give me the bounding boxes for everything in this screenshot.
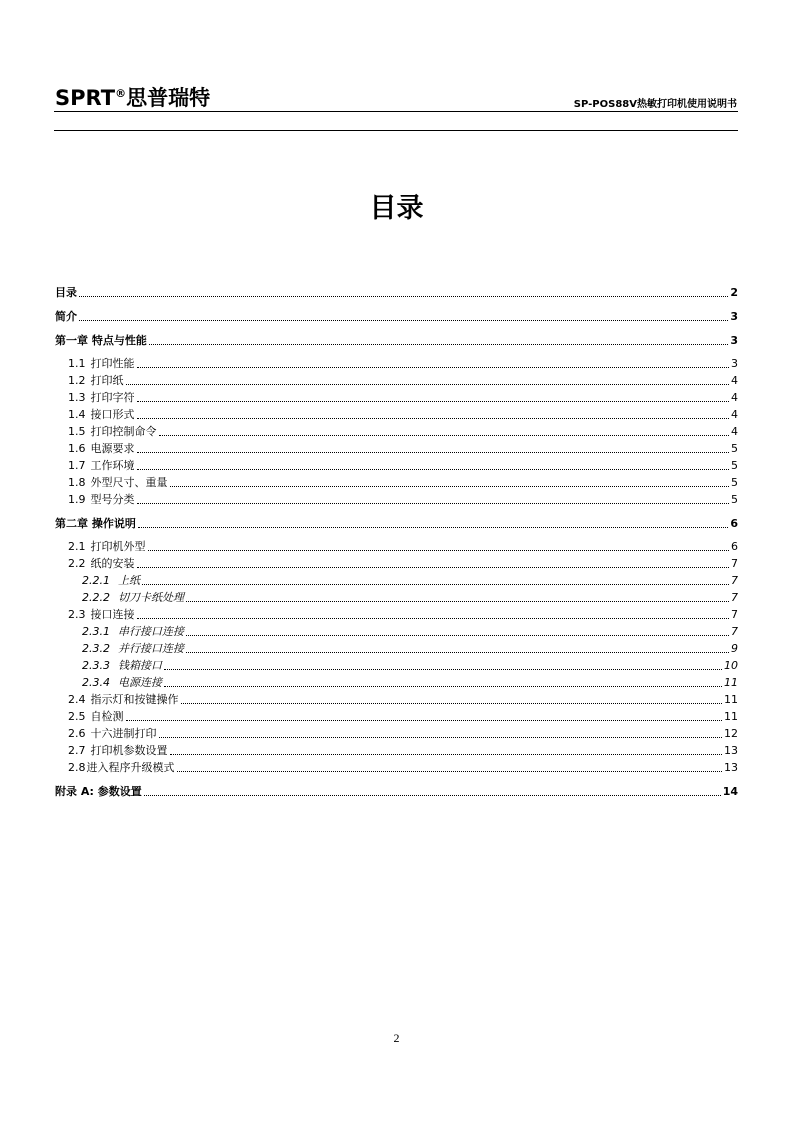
toc-entry-2-3-3[interactable] <box>55 657 738 674</box>
dot-leader <box>126 719 723 721</box>
dot-leader <box>137 417 730 419</box>
toc-page: 3 <box>731 357 738 370</box>
toc-page: 2 <box>730 286 738 299</box>
toc-entry-2-2-1[interactable] <box>55 572 738 589</box>
toc-label: 附录 A: 参数设置 <box>55 785 142 798</box>
toc-entry-2-2-2[interactable] <box>55 589 738 606</box>
toc-page: 13 <box>724 761 738 774</box>
toc-label: 1.8 外型尺寸、重量 <box>68 476 168 489</box>
toc-entry-2-5[interactable] <box>55 708 738 725</box>
toc-entry-2-6[interactable] <box>55 725 738 742</box>
toc-page: 4 <box>731 374 738 387</box>
toc-page: 6 <box>730 517 738 530</box>
toc-entry-2-8[interactable] <box>55 759 738 776</box>
toc-entry-2-3[interactable] <box>55 606 738 623</box>
dot-leader <box>126 383 730 385</box>
dot-leader <box>164 668 722 670</box>
toc-page: 4 <box>731 408 738 421</box>
toc-label: 1.1 打印性能 <box>68 357 135 370</box>
toc-label: 2.7 打印机参数设置 <box>68 744 168 757</box>
toc-page: 7 <box>731 591 738 604</box>
toc-label: 2.3.2 并行接口连接 <box>82 642 184 655</box>
toc-label: 2.8进入程序升级模式 <box>68 761 175 774</box>
dot-leader <box>186 651 729 653</box>
toc-page: 9 <box>731 642 738 655</box>
toc-page: 3 <box>730 334 738 347</box>
page-number: 2 <box>393 1031 400 1045</box>
dot-leader <box>137 502 730 504</box>
dot-leader <box>138 526 729 528</box>
dot-leader <box>181 702 723 704</box>
toc-page: 5 <box>731 476 738 489</box>
toc-label: 简介 <box>55 310 77 323</box>
toc-entry-introduction[interactable] <box>55 308 738 325</box>
toc-label: 1.5 打印控制命令 <box>68 425 157 438</box>
toc-label: 1.2 打印纸 <box>68 374 124 387</box>
toc-label: 2.3.3 钱箱接口 <box>82 659 162 672</box>
toc-entry-1-3[interactable] <box>55 389 738 406</box>
toc-label: 1.3 打印字符 <box>68 391 135 404</box>
document-title: SP-POS88Ⅴ热敏打印机使用说明书 <box>573 99 737 110</box>
page-title: 目录 <box>369 193 424 224</box>
dot-leader <box>137 617 730 619</box>
toc-entry-chapter-2[interactable] <box>55 515 738 532</box>
toc-page: 7 <box>731 608 738 621</box>
toc-entry-1-1[interactable] <box>55 355 738 372</box>
toc-page: 5 <box>731 459 738 472</box>
dot-leader <box>177 770 723 772</box>
toc-label: 2.3 接口连接 <box>68 608 135 621</box>
toc-label: 2.2 纸的安装 <box>68 557 135 570</box>
toc-page: 11 <box>724 693 738 706</box>
dot-leader <box>186 600 729 602</box>
toc-entry-contents[interactable] <box>55 284 738 301</box>
toc-entry-chapter-1[interactable] <box>55 332 738 349</box>
toc-page: 5 <box>731 442 738 455</box>
toc-page: 6 <box>731 540 738 553</box>
header-rule <box>54 130 738 131</box>
toc-entry-2-3-4[interactable] <box>55 674 738 691</box>
toc-page: 11 <box>724 676 738 689</box>
toc-entry-1-5[interactable] <box>55 423 738 440</box>
toc-page: 13 <box>724 744 738 757</box>
toc-entry-1-9[interactable] <box>55 491 738 508</box>
toc-label: 2.1 打印机外型 <box>68 540 146 553</box>
toc-label: 2.5 自检测 <box>68 710 124 723</box>
toc-entry-1-4[interactable] <box>55 406 738 423</box>
toc-label: 目录 <box>55 286 77 299</box>
toc-page: 5 <box>731 493 738 506</box>
toc-page: 10 <box>724 659 738 672</box>
dot-leader <box>79 295 728 297</box>
dot-leader <box>148 549 730 551</box>
toc-page: 12 <box>724 727 738 740</box>
toc-page: 7 <box>731 625 738 638</box>
dot-leader <box>170 485 730 487</box>
toc-page: 14 <box>722 785 738 798</box>
dot-leader <box>137 566 730 568</box>
dot-leader <box>142 583 729 585</box>
toc-page: 3 <box>730 310 738 323</box>
toc-label: 2.2.1 上纸 <box>82 574 140 587</box>
toc-page: 7 <box>731 557 738 570</box>
toc-label: 2.3.1 串行接口连接 <box>82 625 184 638</box>
dot-leader <box>159 434 730 436</box>
toc-entry-1-8[interactable] <box>55 474 738 491</box>
dot-leader <box>137 468 730 470</box>
dot-leader <box>164 685 722 687</box>
toc-page: 4 <box>731 425 738 438</box>
toc-page: 4 <box>731 391 738 404</box>
toc-label: 1.7 工作环境 <box>68 459 135 472</box>
table-of-contents <box>55 284 738 800</box>
toc-label: 2.4 指示灯和按键操作 <box>68 693 179 706</box>
dot-leader <box>170 753 723 755</box>
dot-leader <box>159 736 723 738</box>
toc-entry-2-3-1[interactable] <box>55 623 738 640</box>
dot-leader <box>137 451 730 453</box>
registered-mark: ® <box>115 87 127 100</box>
header-divider <box>54 111 738 112</box>
toc-entry-appendix-a[interactable] <box>55 783 738 800</box>
toc-page: 7 <box>731 574 738 587</box>
toc-entry-2-4[interactable] <box>55 691 738 708</box>
toc-label: 第二章 操作说明 <box>55 517 136 530</box>
toc-label: 2.2.2 切刀卡纸处理 <box>82 591 184 604</box>
toc-entry-2-1[interactable] <box>55 538 738 555</box>
brand-latin: SPRT <box>55 86 116 110</box>
dot-leader <box>79 319 728 321</box>
brand-chinese: 思普瑞特 <box>126 86 211 110</box>
toc-label: 1.4 接口形式 <box>68 408 135 421</box>
dot-leader <box>137 400 730 402</box>
toc-entry-2-7[interactable] <box>55 742 738 759</box>
toc-label: 1.6 电源要求 <box>68 442 135 455</box>
dot-leader <box>186 634 729 636</box>
toc-entry-1-6[interactable] <box>55 440 738 457</box>
toc-label: 第一章 特点与性能 <box>55 334 147 347</box>
toc-entry-2-3-2[interactable] <box>55 640 738 657</box>
dot-leader <box>144 794 721 796</box>
dot-leader <box>137 366 730 368</box>
toc-entry-2-2[interactable] <box>55 555 738 572</box>
toc-label: 1.9 型号分类 <box>68 493 135 506</box>
dot-leader <box>149 343 729 345</box>
brand-logo <box>55 82 210 112</box>
toc-page: 11 <box>724 710 738 723</box>
toc-label: 2.3.4 电源连接 <box>82 676 162 689</box>
toc-entry-1-2[interactable] <box>55 372 738 389</box>
toc-entry-1-7[interactable] <box>55 457 738 474</box>
toc-label: 2.6 十六进制打印 <box>68 727 157 740</box>
